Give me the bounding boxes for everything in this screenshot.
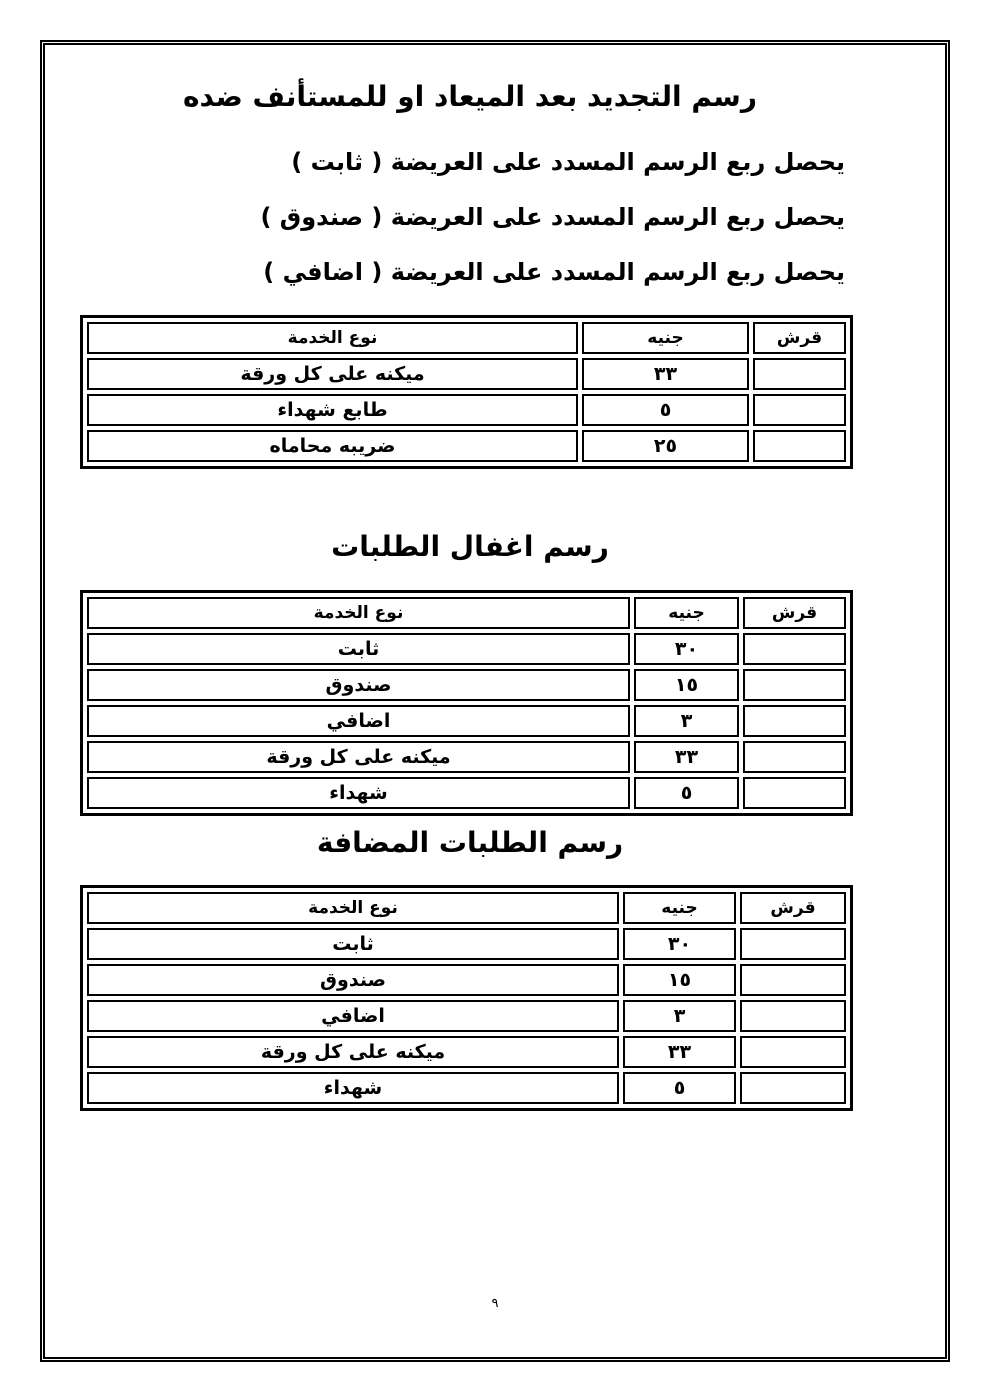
header-service-type: نوع الخدمة xyxy=(87,597,630,629)
service-cell: شهداء xyxy=(87,1072,619,1104)
service-cell: طابع شهداء xyxy=(87,394,578,426)
table-row xyxy=(87,394,846,426)
fee-line-fund: يحصل ربع الرسم المسدد على العريضة ( صندوق ) xyxy=(260,203,845,231)
service-cell: شهداء xyxy=(87,777,630,809)
header-qirsh: قرش xyxy=(743,597,846,629)
page-number: ٩ xyxy=(491,1296,499,1311)
service-cell: ثابت xyxy=(87,633,630,665)
renewal-fee-table xyxy=(80,315,853,469)
table-row xyxy=(87,358,846,390)
section2-title: رسم اغفال الطلبات xyxy=(331,530,609,563)
pound-cell: ٣٠ xyxy=(623,928,736,960)
qirsh-cell xyxy=(740,964,846,996)
table-row xyxy=(87,1000,846,1032)
table-row xyxy=(87,741,846,773)
table-row xyxy=(87,633,846,665)
header-pound: جنيه xyxy=(634,597,739,629)
table-header-row xyxy=(87,892,846,924)
pound-cell: ١٥ xyxy=(634,669,739,701)
pound-cell: ٣٠ xyxy=(634,633,739,665)
qirsh-cell xyxy=(740,1000,846,1032)
pound-cell: ٣ xyxy=(623,1000,736,1032)
qirsh-cell xyxy=(743,705,846,737)
omitted-requests-fee-table xyxy=(80,590,853,816)
service-cell: اضافي xyxy=(87,705,630,737)
table-header-row xyxy=(87,597,846,629)
header-qirsh: قرش xyxy=(740,892,846,924)
pound-cell: ٢٥ xyxy=(582,430,749,462)
service-cell: ثابت xyxy=(87,928,619,960)
qirsh-cell xyxy=(740,928,846,960)
section3-title: رسم الطلبات المضافة xyxy=(316,826,624,859)
header-qirsh: قرش xyxy=(753,322,846,354)
qirsh-cell xyxy=(743,741,846,773)
pound-cell: ٣٣ xyxy=(634,741,739,773)
fee-line-additional: يحصل ربع الرسم المسدد على العريضة ( اضافي ) xyxy=(263,258,845,286)
table-row xyxy=(87,1072,846,1104)
service-cell: اضافي xyxy=(87,1000,619,1032)
table-row xyxy=(87,430,846,462)
header-pound: جنيه xyxy=(623,892,736,924)
qirsh-cell xyxy=(740,1036,846,1068)
qirsh-cell xyxy=(753,394,846,426)
header-service-type: نوع الخدمة xyxy=(87,322,578,354)
service-cell: ميكنه على كل ورقة xyxy=(87,358,578,390)
qirsh-cell xyxy=(740,1072,846,1104)
qirsh-cell xyxy=(753,430,846,462)
fee-line-fixed: يحصل ربع الرسم المسدد على العريضة ( ثابت ) xyxy=(291,148,845,176)
pound-cell: ٣٣ xyxy=(582,358,749,390)
qirsh-cell xyxy=(743,633,846,665)
qirsh-cell xyxy=(743,669,846,701)
table-row xyxy=(87,928,846,960)
service-cell: ميكنه على كل ورقة xyxy=(87,741,630,773)
table-row xyxy=(87,705,846,737)
pound-cell: ٥ xyxy=(623,1072,736,1104)
header-pound: جنيه xyxy=(582,322,749,354)
header-service-type: نوع الخدمة xyxy=(87,892,619,924)
table-row xyxy=(87,1036,846,1068)
table-row xyxy=(87,777,846,809)
table-header-row xyxy=(87,322,846,354)
service-cell: ميكنه على كل ورقة xyxy=(87,1036,619,1068)
pound-cell: ٣ xyxy=(634,705,739,737)
pound-cell: ١٥ xyxy=(623,964,736,996)
service-cell: صندوق xyxy=(87,669,630,701)
table-row xyxy=(87,669,846,701)
table-row xyxy=(87,964,846,996)
pound-cell: ٣٣ xyxy=(623,1036,736,1068)
service-cell: صندوق xyxy=(87,964,619,996)
pound-cell: ٥ xyxy=(582,394,749,426)
qirsh-cell xyxy=(743,777,846,809)
pound-cell: ٥ xyxy=(634,777,739,809)
qirsh-cell xyxy=(753,358,846,390)
section1-title: رسم التجديد بعد الميعاد او للمستأنف ضده xyxy=(183,80,757,113)
added-requests-fee-table xyxy=(80,885,853,1111)
service-cell: ضريبه محاماه xyxy=(87,430,578,462)
